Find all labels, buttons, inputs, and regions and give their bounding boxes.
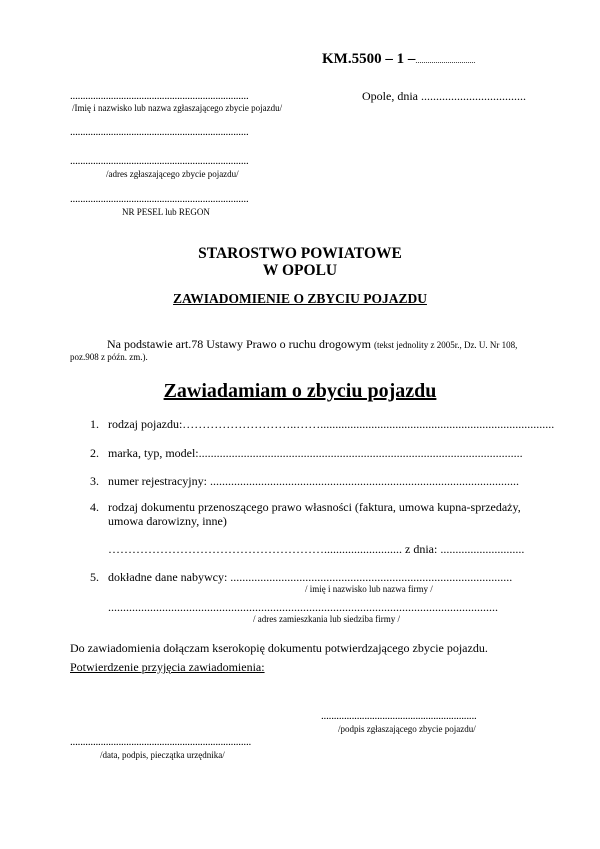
office-name-line-2: W OPOLU — [262, 262, 338, 279]
legal-basis-reference: (tekst jednolity z 2005r., Dz. U. Nr 108, — [373, 340, 518, 350]
case-reference-dots: .............................. — [415, 56, 476, 65]
item-ownership-document — [90, 500, 521, 515]
document-subject: ZAWIADOMIENIE O ZBYCIU POJAZDU — [173, 291, 427, 306]
buyer-address-caption: / adres zamieszkania lub siedziba firmy / — [253, 614, 400, 624]
item-vehicle-type — [90, 417, 554, 432]
buyer-name-caption: / imię i nazwisko lub nazwa firmy / — [305, 584, 433, 594]
legal-basis-reference-cont: poz.908 z późn. zm.). — [70, 352, 148, 362]
item-make-model — [90, 446, 523, 461]
applicant-name-caption: /Imię i nazwisko lub nazwa zgłaszającego zbycie pojazdu/ — [72, 103, 283, 113]
signature-line: ............................................................. — [321, 710, 477, 722]
attachment-note: Do zawiadomienia dołączam kserokopię dokumentu potwierdzającego zbycie pojazdu. — [70, 641, 488, 655]
applicant-name-line-2: ...................................................................... — [70, 126, 249, 138]
applicant-address-caption: /adres zgłaszającego zbycie pojazdu/ — [106, 169, 239, 179]
item-registration-number — [90, 474, 519, 489]
buyer-address-line: .................................................................................................................................. — [108, 600, 498, 614]
place-date: Opole, dnia ................................... — [362, 89, 526, 103]
case-reference — [322, 51, 475, 68]
item-text: numer rejestracyjny: ....................................................................................................... — [108, 474, 519, 488]
official-line: ....................................................................... — [70, 736, 252, 748]
item-number: 2. — [90, 446, 99, 460]
legal-basis-text: Na podstawie art.78 Ustawy Prawo o ruchu drogowym — [107, 337, 371, 351]
item-text: dokładne dane nabywcy: .............................................................................................. — [108, 570, 513, 584]
office-name-line-1: STAROSTWO POWIATOWE — [198, 245, 402, 262]
applicant-pesel-caption: NR PESEL lub REGON — [122, 207, 210, 217]
item-number: 1. — [90, 417, 99, 431]
main-heading: Zawiadamiam o zbyciu pojazdu — [163, 380, 437, 402]
item-ownership-document-line: ……………………………………………….......................... z dnia: ............................ — [108, 542, 525, 556]
item-number: 5. — [90, 570, 99, 584]
item-number: 4. — [90, 500, 99, 514]
legal-basis — [107, 337, 517, 352]
item-text: marka, typ, model:............................................................................................................ — [108, 446, 523, 460]
case-reference-number: KM.5500 – 1 – — [322, 51, 416, 67]
item-text: rodzaj dokumentu przenoszącego prawo własności (faktura, umowa kupna-sprzedaży, — [108, 500, 521, 514]
applicant-address-line: ...................................................................... — [70, 155, 249, 167]
signature-caption: /podpis zgłaszającego zbycie pojazdu/ — [338, 724, 476, 734]
item-text: rodzaj pojazdu:………………………..…….............................................................................. — [108, 417, 555, 431]
applicant-pesel-line: ...................................................................... — [70, 193, 249, 205]
applicant-name-line: ...................................................................... — [70, 90, 249, 102]
confirmation-label: Potwierdzenie przyjęcia zawiadomienia: — [70, 660, 265, 674]
item-buyer-details — [90, 570, 512, 585]
item-number: 3. — [90, 474, 99, 488]
official-caption: /data, podpis, pieczątka urzędnika/ — [100, 750, 225, 760]
item-ownership-document-cont: umowa darowizny, inne) — [108, 514, 227, 528]
